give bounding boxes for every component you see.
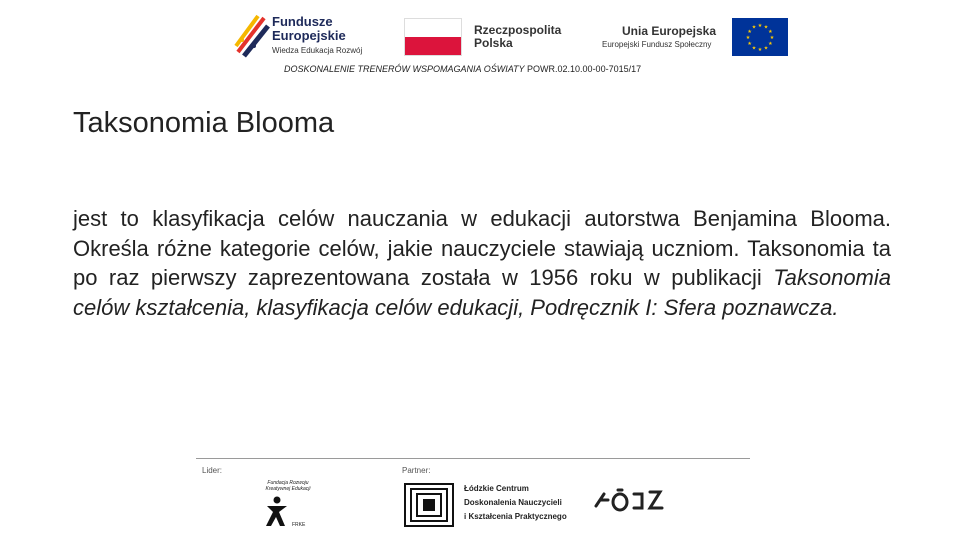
body-text-plain: jest to klasyfikacja celów nauczania w edukacji autorstwa Benjamina Blooma. Określa różne kategorie celów, jakie nauczyciele stawiają uczniom. Taksonomia ta po raz pierwszy zaprezentowana została w 1956 roku w publikacji [73, 206, 891, 290]
body-paragraph [73, 204, 891, 322]
lodz-logo-icon [594, 486, 666, 514]
fundusze-europejskie-logo [234, 12, 374, 60]
ldcnikp-logo-icon [404, 483, 454, 527]
fundusze-europejskie-icon [234, 12, 270, 58]
lider-logo-name: Fundacja Rozwoju Kreatywnej Edukacji [265, 480, 311, 492]
svg-text:★: ★ [757, 23, 763, 29]
header-logos [0, 0, 960, 80]
svg-text:★: ★ [757, 47, 763, 53]
svg-text:★: ★ [763, 24, 769, 31]
project-line: DOSKONALENIE TRENERÓW WSPOMAGANIA OŚWIATY POWR.02.10.00-00-7015/17 [284, 64, 642, 74]
ue-subtitle: Europejski Fundusz Społeczny [602, 40, 712, 49]
unia-europejska-logo [602, 12, 792, 58]
ue-title: Unia Europejska [622, 24, 717, 38]
lider-logo [258, 478, 318, 530]
polish-flag-icon [404, 18, 462, 56]
footer-divider [196, 458, 750, 459]
rzeczpospolita-title: Rzeczpospolita Polska [474, 23, 562, 50]
eu-flag-icon [732, 18, 788, 56]
svg-text:★: ★ [768, 29, 773, 35]
svg-text:★: ★ [768, 41, 773, 47]
svg-text:★: ★ [751, 24, 757, 31]
svg-text:★: ★ [747, 29, 752, 35]
fundusze-subtitle: Wiedza Edukacja Rozwój [272, 46, 363, 55]
svg-text:★: ★ [769, 35, 775, 41]
svg-text:★: ★ [747, 41, 752, 47]
partner-org-name: Łódzkie Centrum Doskonalenia Nauczycieli i Kształcenia Praktycznego [464, 484, 567, 521]
body-text-italic: Taksonomia celów kształcenia, klasyfikacja celów edukacji, Podręcznik I: Sfera poznawcza. [73, 265, 891, 320]
svg-text:★: ★ [763, 45, 769, 52]
svg-text:★: ★ [745, 35, 751, 41]
partner-label: Partner: [402, 466, 431, 475]
fundusze-title: Fundusze Europejskie [272, 14, 346, 43]
footer-logos [196, 458, 750, 538]
rzeczpospolita-polska-logo [404, 12, 574, 58]
lider-label: Lider: [202, 466, 223, 475]
page-title: Taksonomia Blooma [73, 107, 335, 139]
svg-text:★: ★ [751, 45, 757, 52]
running-figure-icon [264, 496, 290, 528]
lider-logo-code: FRKE [292, 522, 306, 528]
